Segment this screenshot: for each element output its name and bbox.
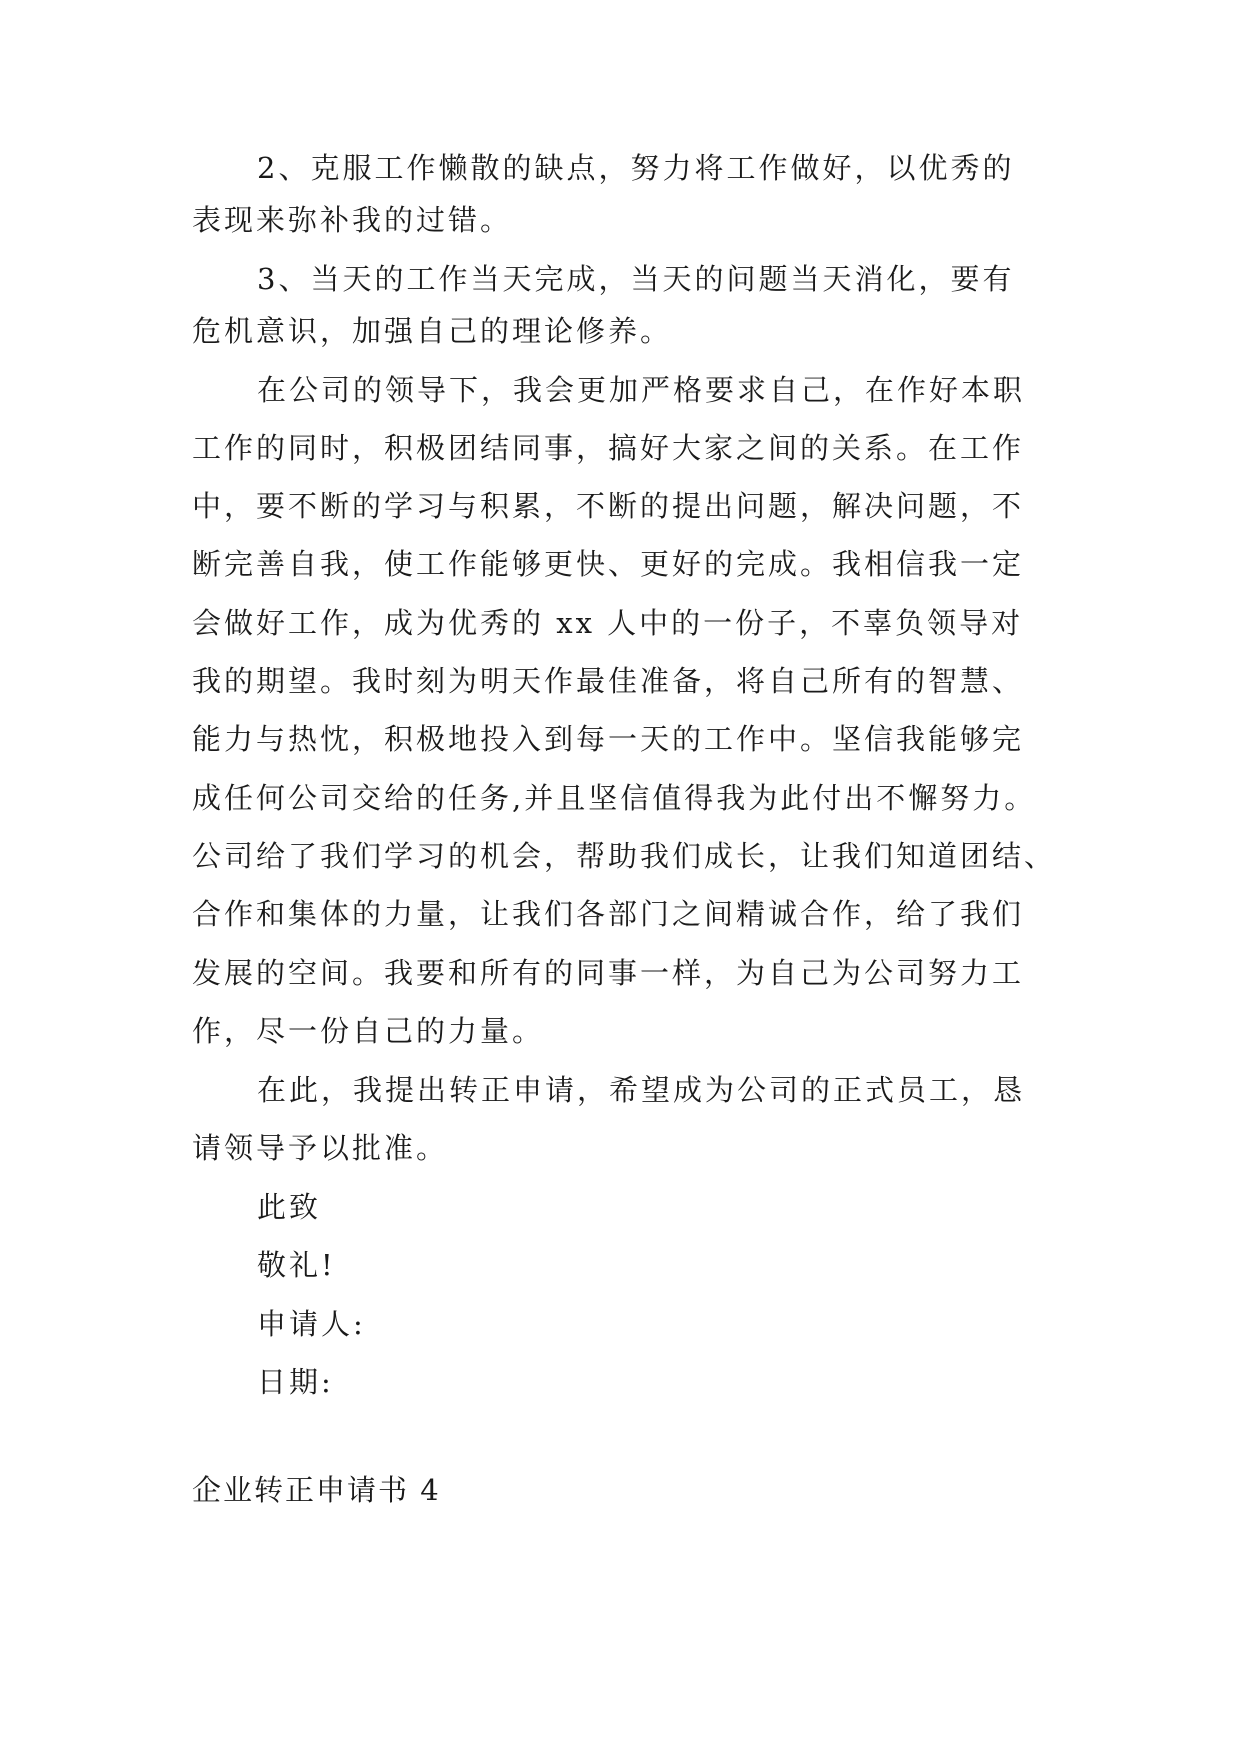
section-title: 企业转正申请书 4 [192, 1473, 441, 1507]
paragraph-line: 工作的同时，积极团结同事，搞好大家之间的关系。在工作 [192, 431, 1025, 465]
paragraph-line: 公司给了我们学习的机会，帮助我们成长，让我们知道团结、 [192, 839, 1057, 873]
list-item-3-line-1: 3、当天的工作当天完成，当天的问题当天消化，要有 [257, 262, 1015, 296]
paragraph-line: 断完善自我，使工作能够更快、更好的完成。我相信我一定 [192, 547, 1025, 581]
paragraph-line: 能力与热忱，积极地投入到每一天的工作中。坚信我能够完 [192, 722, 1025, 756]
list-item-3-line-2: 危机意识，加强自己的理论修养。 [192, 314, 673, 348]
closing-salutation: 此致 [257, 1190, 322, 1224]
list-item-2-line-1: 2、克服工作懒散的缺点，努力将工作做好，以优秀的 [257, 151, 1015, 185]
date-label: 日期: [257, 1365, 334, 1399]
paragraph-line: 会做好工作，成为优秀的 xx 人中的一份子，不辜负领导对 [192, 606, 1024, 640]
paragraph-line: 合作和集体的力量，让我们各部门之间精诚合作，给了我们 [192, 897, 1025, 931]
paragraph-line: 中，要不断的学习与积累，不断的提出问题，解决问题，不 [192, 489, 1025, 523]
list-item-2-line-2: 表现来弥补我的过错。 [192, 203, 513, 237]
request-paragraph-line: 在此，我提出转正申请，希望成为公司的正式员工，恳 [257, 1073, 1026, 1107]
paragraph-line: 我的期望。我时刻为明天作最佳准备，将自己所有的智慧、 [192, 664, 1025, 698]
request-paragraph-line: 请领导予以批准。 [192, 1131, 449, 1165]
paragraph-line: 发展的空间。我要和所有的同事一样，为自己为公司努力工 [192, 956, 1025, 990]
paragraph-line: 在公司的领导下，我会更加严格要求自己，在作好本职 [257, 373, 1026, 407]
paragraph-line: 作，尽一份自己的力量。 [192, 1014, 545, 1048]
paragraph-line: 成任何公司交给的任务,并且坚信值得我为此付出不懈努力。 [192, 781, 1037, 815]
applicant-label: 申请人: [257, 1307, 366, 1341]
closing-regards: 敬礼! [257, 1248, 336, 1282]
